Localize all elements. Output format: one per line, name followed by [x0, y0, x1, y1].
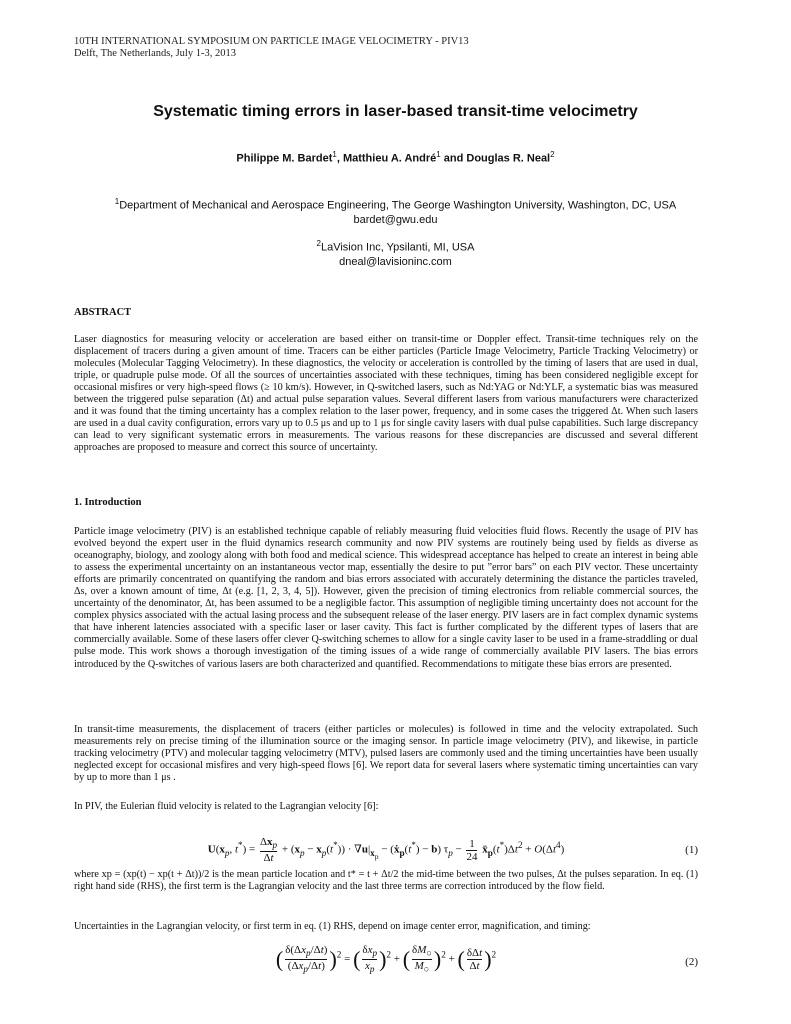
author-affil-mark: 1: [436, 150, 441, 159]
equation-1-number: (1): [685, 844, 698, 856]
intro-paragraph-5: Uncertainties in the Lagrangian velocity, or first term in eq. (1) RHS, depend on image center error, magnification, and timing:: [74, 921, 591, 932]
intro-paragraph-3: In PIV, the Eulerian fluid velocity is related to the Lagrangian velocity [6]:: [74, 801, 379, 812]
affiliation-2: [0, 237, 791, 269]
author-separator: and: [440, 152, 467, 165]
affiliation-1: [0, 195, 791, 227]
author-name: Matthieu A. André: [342, 152, 437, 165]
affiliation-mark: 1: [114, 197, 120, 206]
affiliation-email: dneal@lavisioninc.com: [339, 255, 452, 268]
equation-1: [74, 836, 698, 866]
intro-paragraph-2: In transit-time measurements, the displacement of tracers (either particles or molecules) is followed in time and the velocity extrapolated. Such measurements rely on precise timing of the illumination source or the imaging sensor. In particle image velocimetry (PIV), and likewise, in particle tracking velocimetry (PTV) and molecular tagging velocimetry (MTV), pulsed lasers are commonly used and the timing uncertainties have been usually neglected except for occasional misfires and very high-speed flows [6]. We report data for several lasers where systematic timing uncertainties can vary by up to more than 1 μs .: [74, 724, 698, 784]
affiliation-email: bardet@gwu.edu: [353, 213, 438, 226]
intro-paragraph-1: Particle image velocimetry (PIV) is an established technique capable of reliably measuring fluid velocities fluid flows. Recently the usage of PIV has evolved beyond the expert user in the fluid dynamics research community and now PIV systems are routinely being used by fields as diverse as oceanography, biology, and zoology along with both food and medical science. This widespread acceptance has helped to create an interest in being able to assess the experimental uncertainty on an instantaneous vector map, essentially the desire to put ”error bars” on each PIV vector. These uncertainty efforts are primarily concentrated on quantifying the random and bias errors associated with accurately determining the distance the particles traveled, Δs, over a known amount of time, Δt (e.g. [1, 2, 3, 4, 5]). However, given the precision of timing electronics from reliable commercial sources, the uncertainty of the denominator, Δt, has been assumed to be a negligible factor. This assumption of negligible timing uncertainty does not account for the complex physics associated with the actual lasing process and the subsequent release of the laser energy. PIV lasers are in fact complex dynamic systems that have inherent latencies associated with a specific laser or laser cavity. This fact is further complicated by the different types of lasers that are commercially available. Some of these lasers offer clever Q-switching schemes to allow for a single cavity laser to be used in a frame-straddling or dual pulse mode. This work shows a thorough investigation of the timing issues of a wide range of commercially available PIV lasers. The bias errors introduced by the Q-switches of various lasers are both characterized and quantified. Recommendations to mitigate these bias errors are presented.: [74, 526, 698, 670]
author-name: Philippe M. Bardet: [236, 152, 333, 165]
conference-header: [74, 36, 469, 60]
author-name: Douglas R. Neal: [466, 152, 551, 165]
author-list: [0, 150, 791, 165]
section-heading-introduction: 1. Introduction: [74, 497, 142, 508]
abstract-text: Laser diagnostics for measuring velocity or acceleration are based either on transit-time or Doppler effect. Transit-time techniques rely on the displacement of tracers during a given amount of time. Tracers can be either particles (Particle Image Velocimetry, Particle Tracking Velocimetry) or molecules (Molecular Tagging Velocimetry). In these diagnostics, the velocity or acceleration is controlled by the timing of lasers that are used in dual, triple, or quadruple pulse mode. Of all the sources of uncertainties associated with these techniques, timing has been considered negligible except for occasional misfires or very high-speed flows (≥ 10 km/s). However, in Q-switched lasers, such as Nd:YAG or Nd:YLF, a systematic bias was measured between the triggered pulse separation (Δt) and actual pulse separation values. Several different lasers from various manufacturers were characterized and it was found that the timing uncertainty has a complex relation to the laser power, frequency, and in some cases the triggered Δt. When such lasers are used in a dual cavity configuration, errors vary up to 0.5 μs and up to 1 μs for single cavity lasers with dual pulse capabilities. Such large discrepancy can lead to very significant systematic errors in measurements. The various reasons for these discrepancies are discussed and several different approaches are proposed to measure and correct this source of uncertainty.: [74, 334, 698, 454]
abstract-heading: ABSTRACT: [74, 307, 132, 318]
equation-2: [74, 944, 698, 984]
affiliation-mark: 2: [316, 239, 321, 248]
paper-title: Systematic timing errors in laser-based transit-time velocimetry: [153, 103, 638, 120]
header-line-2: Delft, The Netherlands, July 1-3, 2013: [74, 48, 236, 59]
equation-1-body: $U(x_p$, t*) = $\frac{\Delta x_p}{\Delta t}$ + $(x_p - x_p(t^*)) \cdot \nabla u|_{x_p}$ − (ẋ$_p$(t*) − b) $\tau_p$ − $\frac{1}{24}$ $ẍ_p(t^*)\Delta t^2 + O(\Delta t^4)$: [207, 836, 565, 865]
intro-paragraph-4: where xp = (xp(t) − xp(t + Δt))/2 is the mean particle location and t* = t + Δt/2 the mid-time between the two pulses, Δt the pulses separation. In eq. (1) right hand side (RHS), the first term is the Lagrangian velocity and the last three terms are correction introduced by the flow field.: [74, 869, 698, 893]
affiliation-name: LaVision Inc, Ypsilanti, MI, USA: [320, 241, 475, 254]
equation-2-number: (2): [685, 956, 698, 968]
equation-2-body: ( $\frac{\delta(\Delta x_p/\Delta t)}{(\Delta x_p/\Delta t)}$ )$^2$ = ( $\frac{\delta x_p}{x_p}$ )$^2$ + ( $\frac{\delta M_○}{M_○}$ )$^2$ + ( $\frac{\text{δΔt}}{\Delta t}$ )$^2$: [275, 944, 497, 975]
author-affil-mark: 2: [550, 150, 555, 159]
header-line-1: 10TH INTERNATIONAL SYMPOSIUM ON PARTICLE IMAGE VELOCIMETRY - PIV13: [74, 36, 469, 47]
author-affil-mark: 1: [332, 150, 337, 159]
author-separator: ,: [336, 152, 343, 165]
affiliation-name: Department of Mechanical and Aerospace Engineering, The George Washington University, Washington, DC, USA: [119, 199, 677, 212]
